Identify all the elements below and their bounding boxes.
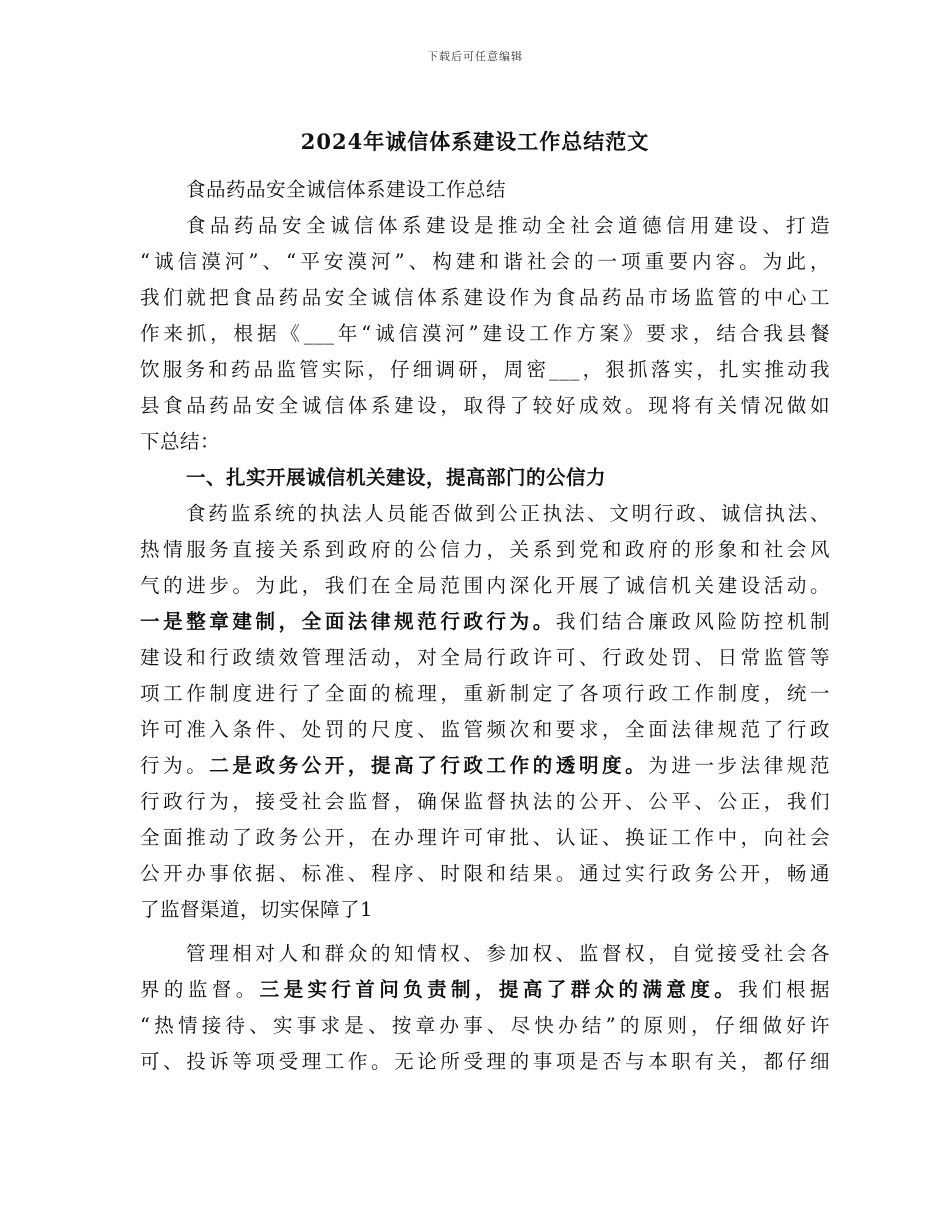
subtitle-line: 食品药品安全诚信体系建设工作总结 [186, 178, 507, 201]
paragraph-line: 管理相对人和群众的知情权、参加权、监督权，自觉接受社会各 [186, 942, 830, 965]
paragraph-line: 全面推动了政务公开，在办理许可审批、认证、换证工作中，向社会 [140, 826, 830, 849]
bold-lead: 一是整章建制，全面法律规范行政行为。 [140, 610, 556, 633]
bold-lead: 二是政务公开，提高了行政工作的透明度。 [209, 754, 649, 777]
paragraph-line: 许可准入条件、处罚的尺度、监管频次和要求，全面法律规范了行政 [140, 718, 830, 741]
paragraph-line [140, 972, 830, 1008]
paragraph-line: 食品药品安全诚信体系建设是推动全社会道德信用建设、打造 [186, 214, 830, 237]
document-body [140, 172, 830, 1080]
paragraph-line [140, 604, 830, 640]
paragraph-line: 公开办事依据、标准、程序、时限和结果。通过实行政务公开，畅通 [140, 862, 830, 885]
line-text: 行为。 [140, 754, 210, 777]
paragraph-line: 可、投诉等项受理工作。无论所受理的事项是否与本职有关，都仔细 [140, 1050, 830, 1073]
paragraph-line: “热情接待、实事求是、按章办事、尽快办结”的原则，仔细做好许 [140, 1014, 830, 1037]
paragraph-line: 我们就把食品药品安全诚信体系建设作为食品药品市场监管的中心工 [140, 286, 830, 309]
line-text: 为进一步法律规范 [648, 754, 830, 777]
page-title: 2024年诚信体系建设工作总结范文 [300, 129, 650, 154]
paragraph-line: 了监督渠道，切实保障了1 [140, 898, 373, 921]
paragraph-line: 下总结： [140, 430, 221, 453]
paragraph-line: 县食品药品安全诚信体系建设，取得了较好成效。现将有关情况做如 [140, 394, 830, 417]
bold-lead: 三是实行首问负责制，提高了群众的满意度。 [259, 978, 739, 1001]
section-heading: 一、扎实开展诚信机关建设，提高部门的公信力 [186, 466, 607, 489]
paragraph-line: 行政行为，接受社会监督，确保监督执法的公开、公平、公正，我们 [140, 790, 830, 813]
paragraph-line: 项工作制度进行了全面的梳理，重新制定了各项行政工作制度，统一 [140, 682, 830, 705]
paragraph-line: “诚信漠河”、“平安漠河”、构建和谐社会的一项重要内容。为此， [140, 250, 830, 273]
paragraph-line: 建设和行政绩效管理活动，对全局行政许可、行政处罚、日常监管等 [140, 646, 830, 669]
header-note: 下载后可任意编辑 [427, 50, 523, 63]
paragraph-line [140, 748, 830, 784]
line-text: 界的监督。 [140, 978, 260, 1001]
paragraph-line: 热情服务直接关系到政府的公信力，关系到党和政府的形象和社会风 [140, 538, 830, 561]
line-text: 我们结合廉政风险防控机制 [555, 610, 830, 633]
paragraph-line: 作来抓，根据《___年“诚信漠河”建设工作方案》要求，结合我县餐 [140, 322, 830, 345]
paragraph-line: 食药监系统的执法人员能否做到公正执法、文明行政、诚信执法、 [186, 502, 830, 525]
paragraph-line: 饮服务和药品监管实际，仔细调研，周密___，狠抓落实，扎实推动我 [140, 358, 830, 381]
line-text: 我们根据 [738, 978, 830, 1001]
paragraph-line: 气的进步。为此，我们在全局范围内深化开展了诚信机关建设活动。 [140, 574, 830, 597]
